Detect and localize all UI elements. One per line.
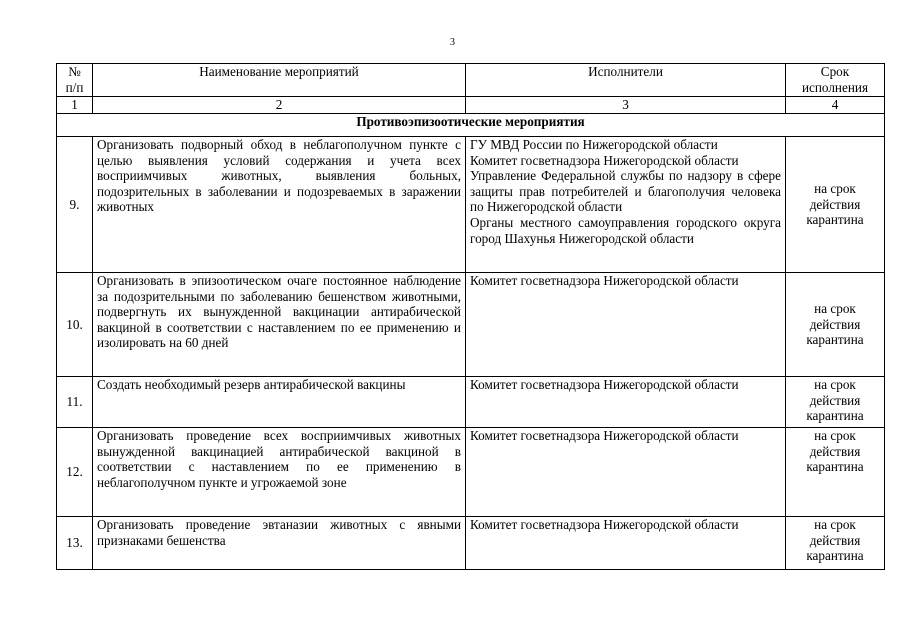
executor: Комитет госветнадзора Нижегородской области xyxy=(470,152,739,168)
header-term-line1: Срок xyxy=(820,64,850,79)
row-term xyxy=(786,273,885,377)
table-row xyxy=(57,517,885,570)
term-line: на срок xyxy=(814,428,856,443)
section-row xyxy=(57,114,885,137)
row-term xyxy=(786,517,885,570)
header-term-line2: исполнения xyxy=(801,79,869,95)
executor: Органы местного самоуправления городского округа город Шахунья Нижегородской области xyxy=(470,214,781,246)
table-row xyxy=(57,137,885,273)
header-num-line2: п/п xyxy=(65,79,84,95)
table-row xyxy=(57,377,885,428)
term-line: карантина xyxy=(806,548,864,564)
row-term xyxy=(786,428,885,517)
row-number: 9. xyxy=(57,137,93,273)
term-line: на срок xyxy=(814,181,856,197)
executor: Управление Федеральной службы по надзору в сфере защиты прав потребителей и благополучия человека по Нижегородской области xyxy=(470,168,781,215)
page-number: 3 xyxy=(450,37,455,48)
row-executors xyxy=(466,377,786,428)
row-measure: Создать необходимый резерв антирабической вакцины xyxy=(93,377,466,428)
row-executors xyxy=(466,273,786,377)
executor: Комитет госветнадзора Нижегородской области xyxy=(470,377,739,392)
term-line: карантина xyxy=(806,212,864,228)
header-num-line1: № xyxy=(68,64,81,79)
term-line: действия xyxy=(809,532,861,548)
row-measure: Организовать подворный обход в неблагополучном пункте с целью выявления условий содержания и учета всех восприимчивых животных, выявления больных, подозрительных в заболевании и подозреваемых в заражении животных xyxy=(93,137,466,273)
term-line: карантина xyxy=(806,408,864,424)
header-name: Наименование мероприятий xyxy=(93,64,466,97)
term-line: действия xyxy=(809,392,861,408)
term-line: карантина xyxy=(806,459,864,475)
header-term xyxy=(786,64,885,97)
row-measure: Организовать в эпизоотическом очаге постоянное наблюдение за подозрительными по заболеванию бешенством животными, подвергнуть их вынужденной вакцинации антирабической вакциной в соответствии с наставлением по ее применению и изолировать на 60 дней xyxy=(93,273,466,377)
column-number: 2 xyxy=(93,97,466,114)
term-line: на срок xyxy=(814,377,856,392)
term-line: на срок xyxy=(814,301,856,317)
row-executors xyxy=(466,428,786,517)
row-number: 13. xyxy=(57,517,93,570)
executor: Комитет госветнадзора Нижегородской области xyxy=(470,273,739,288)
row-measure: Организовать проведение всех восприимчивых животных вынужденной вакцинацией антирабической вакциной в соответствии с наставлением по ее применению в неблагополучном пункте и угрожаемой зоне xyxy=(93,428,466,517)
column-number: 4 xyxy=(786,97,885,114)
row-number: 11. xyxy=(57,377,93,428)
table-row xyxy=(57,428,885,517)
term-line: действия xyxy=(809,443,861,459)
column-numbers-row xyxy=(57,97,885,114)
section-title: Противоэпизоотические мероприятия xyxy=(57,114,885,137)
term-line: на срок xyxy=(814,517,856,532)
header-executors: Исполнители xyxy=(466,64,786,97)
column-number: 3 xyxy=(466,97,786,114)
term-line: действия xyxy=(809,316,861,332)
executor: Комитет госветнадзора Нижегородской области xyxy=(470,517,739,532)
row-executors xyxy=(466,517,786,570)
measures-table xyxy=(56,63,885,570)
row-executors xyxy=(466,137,786,273)
header-num xyxy=(57,64,93,97)
executor: Комитет госветнадзора Нижегородской области xyxy=(470,428,739,443)
column-number: 1 xyxy=(57,97,93,114)
table-row xyxy=(57,273,885,377)
row-term xyxy=(786,377,885,428)
header-row xyxy=(57,64,885,97)
row-number: 10. xyxy=(57,273,93,377)
executor: ГУ МВД России по Нижегородской области xyxy=(470,137,718,152)
row-measure: Организовать проведение эвтаназии животных с явными признаками бешенства xyxy=(93,517,466,570)
term-line: карантина xyxy=(806,332,864,348)
row-term xyxy=(786,137,885,273)
term-line: действия xyxy=(809,196,861,212)
row-number: 12. xyxy=(57,428,93,517)
